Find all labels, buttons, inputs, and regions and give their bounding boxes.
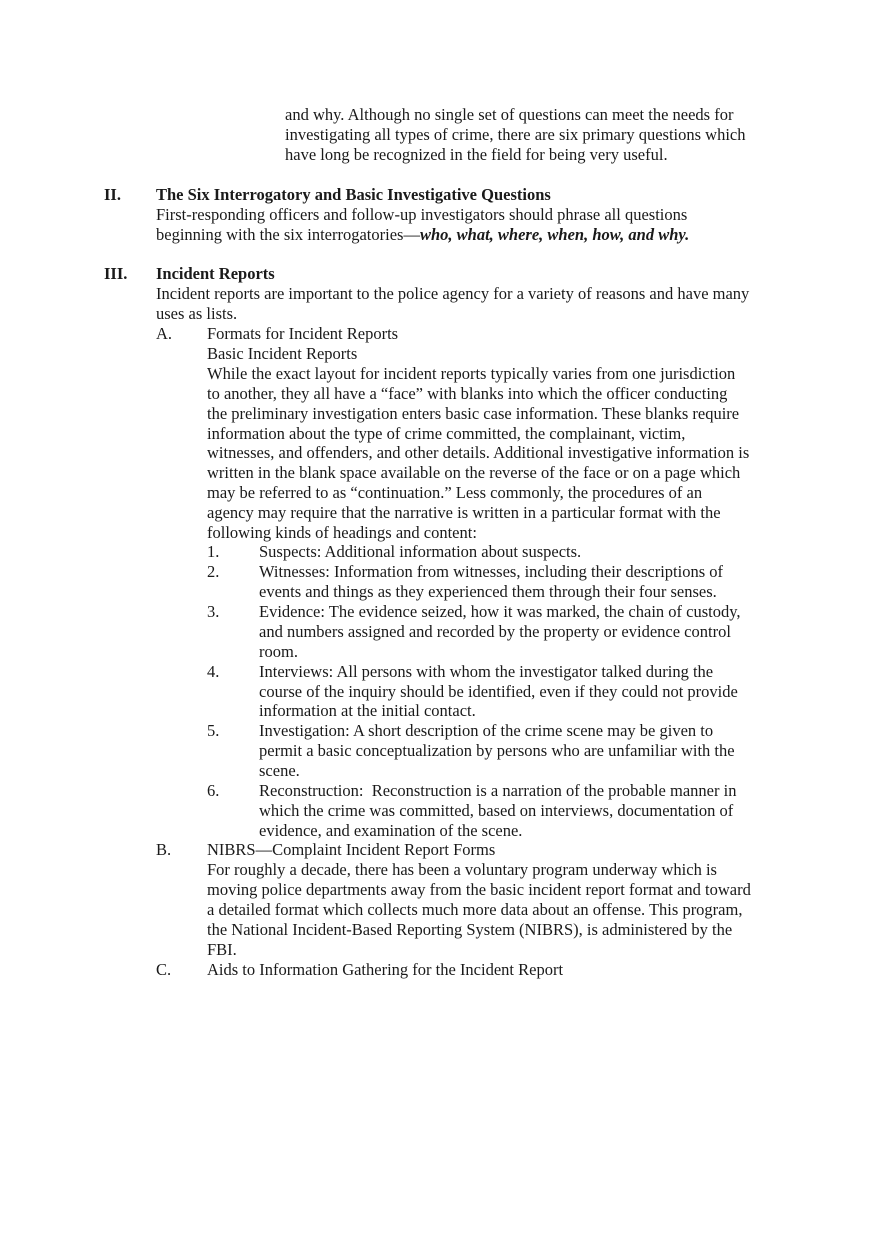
section-text-line: Incident reports are important to the police agency for a variety of reasons and have many [156, 284, 750, 303]
subsection-letter: A. [156, 324, 173, 343]
list-item-number: 4. [207, 662, 220, 681]
list-item-line: Reconstruction: Reconstruction is a narration of the probable manner in [259, 781, 737, 800]
paragraph-line: information about the type of crime committed, the complainant, victim, [207, 424, 686, 443]
paragraph-line: the preliminary investigation enters basic case information. These blanks require [207, 404, 740, 423]
paragraph-line: may be referred to as “continuation.” Less commonly, the procedures of an [207, 483, 703, 502]
list-item-line: Evidence: The evidence seized, how it was marked, the chain of custody, [259, 602, 741, 621]
section-number: II. [104, 185, 121, 204]
list-item-number: 6. [207, 781, 220, 800]
intro-line: have long be recognized in the field for being very useful. [285, 145, 668, 164]
paragraph-line: witnesses, and offenders, and other details. Additional investigative information is [207, 443, 750, 462]
list-item-line: course of the inquiry should be identified, even if they could not provide [259, 682, 738, 701]
list-item-line: events and things as they experienced them through their four senses. [259, 582, 717, 601]
list-item-number: 1. [207, 542, 220, 561]
paragraph-line: For roughly a decade, there has been a voluntary program underway which is [207, 860, 717, 879]
list-item-line: permit a basic conceptualization by persons who are unfamiliar with the [259, 741, 735, 760]
subsection-title: Formats for Incident Reports [207, 324, 399, 343]
list-item-number: 3. [207, 602, 220, 621]
section-text-line [156, 225, 689, 245]
section-title: Incident Reports [156, 264, 275, 283]
list-item-line: Interviews: All persons with whom the investigator talked during the [259, 662, 714, 681]
paragraph-line: a detailed format which collects much more data about an offense. This program, [207, 900, 743, 919]
subsection-title: Aids to Information Gathering for the Incident Report [207, 960, 564, 979]
list-item-line: which the crime was committed, based on interviews, documentation of [259, 801, 734, 820]
list-item-number: 2. [207, 562, 220, 581]
section-text-line: First-responding officers and follow-up investigators should phrase all questions [156, 205, 688, 224]
subsection-title: NIBRS—Complaint Incident Report Forms [207, 840, 496, 859]
paragraph-line: the National Incident-Based Reporting System (NIBRS), is administered by the [207, 920, 733, 939]
paragraph-line: agency may require that the narrative is written in a particular format with the [207, 503, 721, 522]
list-item-line: Witnesses: Information from witnesses, including their descriptions of [259, 562, 723, 581]
list-item-line: evidence, and examination of the scene. [259, 821, 523, 840]
section-title: The Six Interrogatory and Basic Investigative Questions [156, 185, 551, 204]
emphasis-text: who, what, where, when, how, and why. [419, 225, 690, 244]
intro-line: and why. Although no single set of questions can meet the needs for [285, 105, 734, 124]
section-text-line: uses as lists. [156, 304, 238, 323]
paragraph-line: written in the blank space available on the reverse of the face or on a page which [207, 463, 741, 482]
subsection-letter: B. [156, 840, 172, 859]
intro-line: investigating all types of crime, there are six primary questions which [285, 125, 746, 144]
list-item-line: scene. [259, 761, 300, 780]
list-item-line: information at the initial contact. [259, 701, 476, 720]
paragraph-line: moving police departments away from the basic incident report format and toward [207, 880, 751, 899]
subsection-letter: C. [156, 960, 172, 979]
paragraph-line: to another, they all have a “face” with blanks into which the officer conducting [207, 384, 728, 403]
paragraph-line: following kinds of headings and content: [207, 523, 477, 542]
subsection-subtitle: Basic Incident Reports [207, 344, 358, 363]
list-item-line: room. [259, 642, 298, 661]
list-item-line: and numbers assigned and recorded by the property or evidence control [259, 622, 731, 641]
list-item-number: 5. [207, 721, 220, 740]
list-item-line: Investigation: A short description of the crime scene may be given to [259, 721, 714, 740]
section-number: III. [104, 264, 128, 283]
paragraph-line: FBI. [207, 940, 237, 959]
list-item-line: Suspects: Additional information about suspects. [259, 542, 582, 561]
text-span: beginning with the six interrogatories— [156, 225, 420, 244]
paragraph-line: While the exact layout for incident reports typically varies from one jurisdiction [207, 364, 736, 383]
